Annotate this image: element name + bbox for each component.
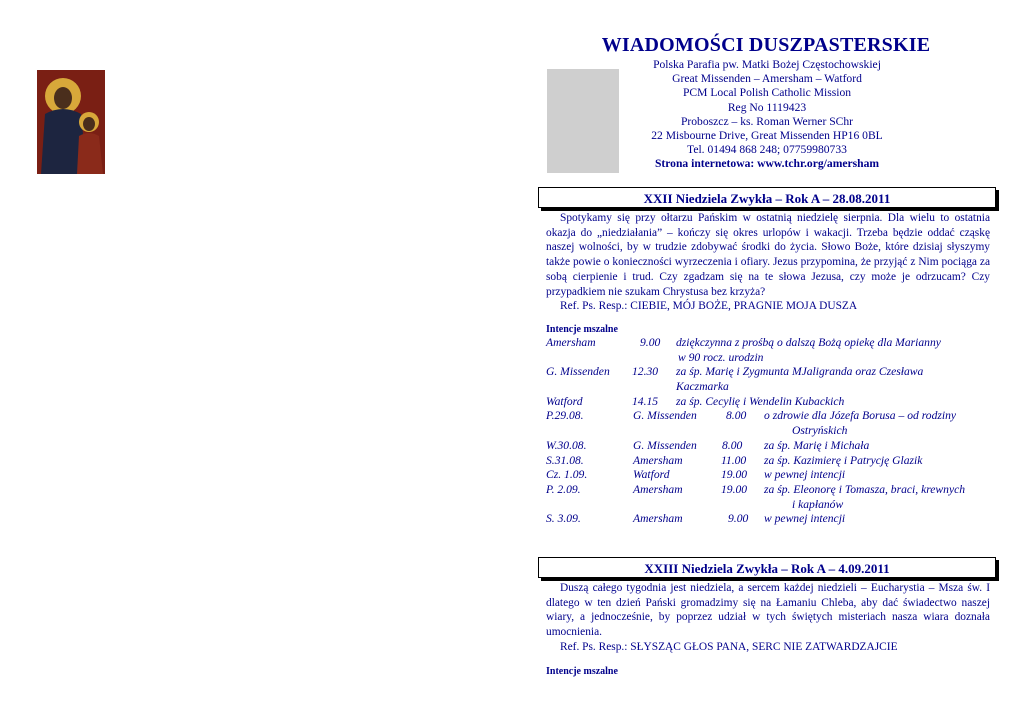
section2-response: Ref. Ps. Resp.: SŁYSZĄC GŁOS PANA, SERC NIE ZATWARDZAJCIE xyxy=(560,640,898,653)
mass-intention-line: o zdrowie dla Józefa Borusa – od rodziny xyxy=(764,409,957,423)
mass-intentions-table xyxy=(546,336,996,527)
mass-row xyxy=(546,409,996,438)
website-link[interactable]: Strona internetowa: www.tchr.org/amersham xyxy=(654,157,880,171)
mass-intention xyxy=(676,336,986,365)
mass-intention: za śp. Cecylię i Wendelin Kubackich xyxy=(676,394,845,408)
mass-place: G. Missenden xyxy=(546,365,610,379)
mass-row xyxy=(546,483,996,512)
mass-place: G. Missenden xyxy=(633,409,697,423)
mass-intention-line: Ostryńskich xyxy=(792,424,848,438)
parish-header xyxy=(622,58,912,172)
mass-time: 9.00 xyxy=(640,336,661,349)
madonna-icon-image xyxy=(37,70,105,174)
mass-row xyxy=(546,365,996,394)
mass-intention: w pewnej intencji xyxy=(764,512,846,526)
mass-intention xyxy=(764,409,994,438)
header-line: Reg No 1119423 xyxy=(727,100,807,114)
mass-row xyxy=(546,439,996,454)
mass-intention-line: w 90 rocz. urodzin xyxy=(678,350,764,364)
mass-row xyxy=(546,336,996,365)
mass-time: 19.00 xyxy=(721,468,748,482)
header-line: PCM Local Polish Catholic Mission xyxy=(682,86,852,100)
mass-intention: za śp. Marię i Michała xyxy=(764,438,870,452)
mass-time: 11.00 xyxy=(721,453,747,467)
section2-paragraph: Duszą całego tygodnia jest niedziela, a sercem każdej niedzieli – Eucharystia – Msza św. I dlatego w ten dzień Pański gromadzimy się na Łamaniu Chleba, aby dać świadectwo naszej wiary, a jednocześnie, by poprzez udział w tych świętych misteriach nasza wiara doznała umocnienia. xyxy=(546,582,990,639)
mass-intention: w pewnej intencji xyxy=(764,468,846,482)
mass-day: S. 3.09. xyxy=(546,512,581,526)
mass-row xyxy=(546,468,996,483)
mass-intention-line: Kaczmarka xyxy=(676,380,729,394)
mass-intention xyxy=(676,365,986,394)
section1-banner: XXII Niedziela Zwykła – Rok A – 28.08.2011 xyxy=(538,187,996,208)
mass-intention xyxy=(764,483,996,512)
photo-placeholder xyxy=(547,69,619,173)
mass-place: Amersham xyxy=(633,453,683,467)
mass-place: Amersham xyxy=(633,512,683,526)
section1-text xyxy=(546,211,990,314)
mass-intention-line: za śp. Marię i Zygmunta MJaligranda oraz Czesława xyxy=(676,365,924,379)
mass-time: 8.00 xyxy=(722,438,743,452)
mass-time: 19.00 xyxy=(721,482,748,496)
mass-place: Watford xyxy=(633,468,670,482)
mass-day: Cz. 1.09. xyxy=(546,468,588,482)
mass-place: Amersham xyxy=(633,482,683,496)
mass-row xyxy=(546,395,996,410)
header-line: Proboszcz – ks. Roman Werner SChr xyxy=(680,114,854,128)
mass-intention: za śp. Kazimierę i Patrycję Glazik xyxy=(764,453,923,467)
mass-day: W.30.08. xyxy=(546,438,587,452)
mass-time: 9.00 xyxy=(728,512,749,526)
mass-place: G. Missenden xyxy=(633,438,697,452)
mass-time: 12.30 xyxy=(632,365,659,379)
mass-intention-line: i kapłanów xyxy=(792,497,844,511)
mass-time: 14.15 xyxy=(632,394,659,408)
mass-day: S.31.08. xyxy=(546,453,584,467)
mass-place: Amersham xyxy=(546,336,596,349)
page-title: WIADOMOŚCI DUSZPASTERSKIE xyxy=(601,34,931,56)
header-line: Great Missenden – Amersham – Watford xyxy=(672,72,862,86)
section2-text xyxy=(546,581,990,655)
mass-day: P.29.08. xyxy=(546,409,584,423)
mass-intention-line: za śp. Eleonorę i Tomasza, braci, krewnych xyxy=(764,482,966,496)
mass-row xyxy=(546,454,996,469)
mass-day: P. 2.09. xyxy=(546,482,581,496)
section1-paragraph: Spotykamy się przy ołtarzu Pańskim w ostatnią niedzielę sierpnia. Dla wielu to ostatnia okazja do „niedziałania” – kończy się okres urlopów i wakacji. Trzeba będzie oddać cząskę naszej wolności, by w trudzie zdobywać środki do życia. Słowo Boże, które dzisiaj słyszymy także powie o konieczności wyrzeczenia i ofiary. Jezus przypomina, że przyjąć z Nim pociąga za sobą cierpienie i trud. Czy zgadzam się na te słowa Jezusa, czy może je odrzucam? Czy przypadkiem nie szukam Chrystusa bez krzyża? xyxy=(546,212,990,298)
mass-place: Watford xyxy=(546,394,583,408)
mass-row xyxy=(546,512,996,527)
header-line: Tel. 01494 868 248; 07759980733 xyxy=(687,143,847,157)
mass-time: 8.00 xyxy=(726,409,747,423)
section1-intentions-label: Intencje mszalne xyxy=(546,324,618,335)
header-line: 22 Misbourne Drive, Great Missenden HP16 0BL xyxy=(651,129,883,143)
section2-intentions-label: Intencje mszalne xyxy=(546,666,618,677)
header-line: Polska Parafia pw. Matki Bożej Częstochowskiej xyxy=(653,58,881,71)
mass-intention-line: dziękczynna z prośbą o dalszą Bożą opiekę dla Marianny xyxy=(676,336,941,349)
section1-response: Ref. Ps. Resp.: CIEBIE, MÓJ BOŻE, PRAGNIE MOJA DUSZA xyxy=(560,300,858,313)
section2-banner: XXIII Niedziela Zwykła – Rok A – 4.09.2011 xyxy=(538,557,996,578)
